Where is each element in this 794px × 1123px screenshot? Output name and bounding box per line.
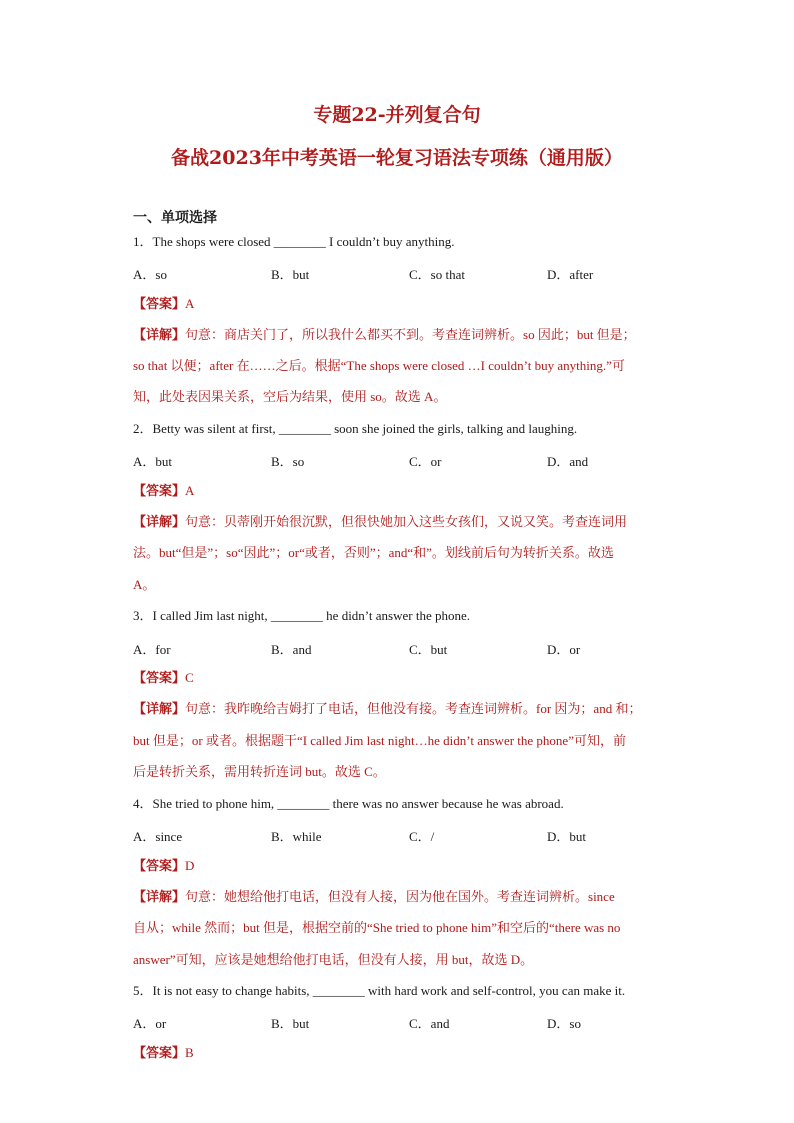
option-b: B．but [271, 1016, 310, 1031]
section-heading: 一、单项选择 [133, 210, 217, 226]
option-a: A．or [133, 1016, 167, 1031]
detail-label: 【详解】 [133, 702, 186, 717]
option-c: C．but [409, 642, 448, 657]
option-d: D．but [547, 829, 587, 844]
option-b: B．so [271, 454, 305, 469]
answer-line [133, 669, 194, 688]
detail-text: 句意：她想给他打电话，但没有人接，因为他在国外。考查连词辨析。since [185, 889, 615, 904]
detail-text: 句意：商店关门了，所以我什么都买不到。考查连词辨析。so 因此；but 但是； [185, 327, 636, 342]
detail-text: A。 [133, 577, 156, 592]
detail-text: 法。but“但是”；so“因此”；or“或者，否则”；and“和”。划线前后句为转折关系。故选 [133, 545, 614, 560]
detail-label: 【详解】 [133, 890, 186, 905]
option-c: C．or [409, 454, 442, 469]
answer-line [133, 1044, 194, 1063]
detail-text: 知，此处表因果关系，空后为结果，使用 so。故选 A。 [133, 389, 447, 404]
detail-text: 自从；while 然而；but 但是，根据空前的“She tried to phone him”和空后的“there was no [133, 920, 621, 935]
detail-text: so that 以便；after 在……之后。根据“The shops were closed …I couldn’t buy anything.”可 [133, 358, 625, 373]
option-b: B．and [271, 642, 312, 657]
answer-value: A [185, 483, 195, 498]
document-title: 专题22-并列复合句 [313, 104, 481, 126]
question-stem: 1．The shops were closed ________ I couldn’t buy anything. [133, 234, 455, 249]
detail-label: 【详解】 [133, 515, 186, 530]
option-d: D．after [547, 267, 594, 282]
answer-label: 【答案】 [133, 671, 186, 686]
option-a: A．since [133, 829, 183, 844]
option-b: B．but [271, 267, 310, 282]
answer-value: D [185, 858, 195, 873]
option-c: C．and [409, 1016, 450, 1031]
question-stem: 2．Betty was silent at first, ________ soon she joined the girls, talking and laughing. [133, 421, 578, 436]
detail-text: answer”可知，应该是她想给他打电话，但没有人接，用 but，故选 D。 [133, 952, 534, 967]
answer-label: 【答案】 [133, 1046, 186, 1061]
detail-label: 【详解】 [133, 328, 186, 343]
option-d: D．so [547, 1016, 581, 1031]
answer-value: A [185, 296, 195, 311]
question-stem: 5．It is not easy to change habits, ________ with hard work and self-control, you can make it. [133, 983, 626, 998]
answer-line [133, 857, 194, 876]
option-a: A．but [133, 454, 173, 469]
question-stem: 4．She tried to phone him, ________ there was no answer because he was abroad. [133, 796, 564, 811]
answer-line [133, 295, 194, 314]
detail-text: 句意：我昨晚给吉姆打了电话，但他没有接。考查连词辨析。for 因为；and 和； [185, 701, 642, 716]
option-c: C．/ [409, 829, 435, 844]
answer-line [133, 482, 194, 501]
detail-text: 句意：贝蒂刚开始很沉默，但很快她加入这些女孩们，又说又笑。考查连词用 [185, 514, 628, 529]
option-b: B．while [271, 829, 322, 844]
question-stem: 3．I called Jim last night, ________ he didn’t answer the phone. [133, 608, 470, 623]
detail-line [133, 326, 636, 345]
answer-value: C [185, 670, 194, 685]
option-a: A．for [133, 642, 171, 657]
option-d: D．or [547, 642, 581, 657]
detail-line [133, 513, 627, 532]
answer-value: B [185, 1045, 194, 1060]
option-c: C．so that [409, 267, 465, 282]
option-a: A．so [133, 267, 167, 282]
detail-line [133, 888, 615, 907]
answer-label: 【答案】 [133, 859, 186, 874]
detail-text: but 但是；or 或者。根据题干“I called Jim last night…he didn’t answer the phone”可知，前 [133, 733, 626, 748]
option-d: D．and [547, 454, 589, 469]
detail-line [133, 700, 641, 719]
document-subtitle: 备战2023年中考英语一轮复习语法专项练（通用版） [171, 147, 623, 169]
answer-label: 【答案】 [133, 484, 186, 499]
detail-text: 后是转折关系，需用转折连词 but。故选 C。 [133, 764, 386, 779]
answer-label: 【答案】 [133, 297, 186, 312]
